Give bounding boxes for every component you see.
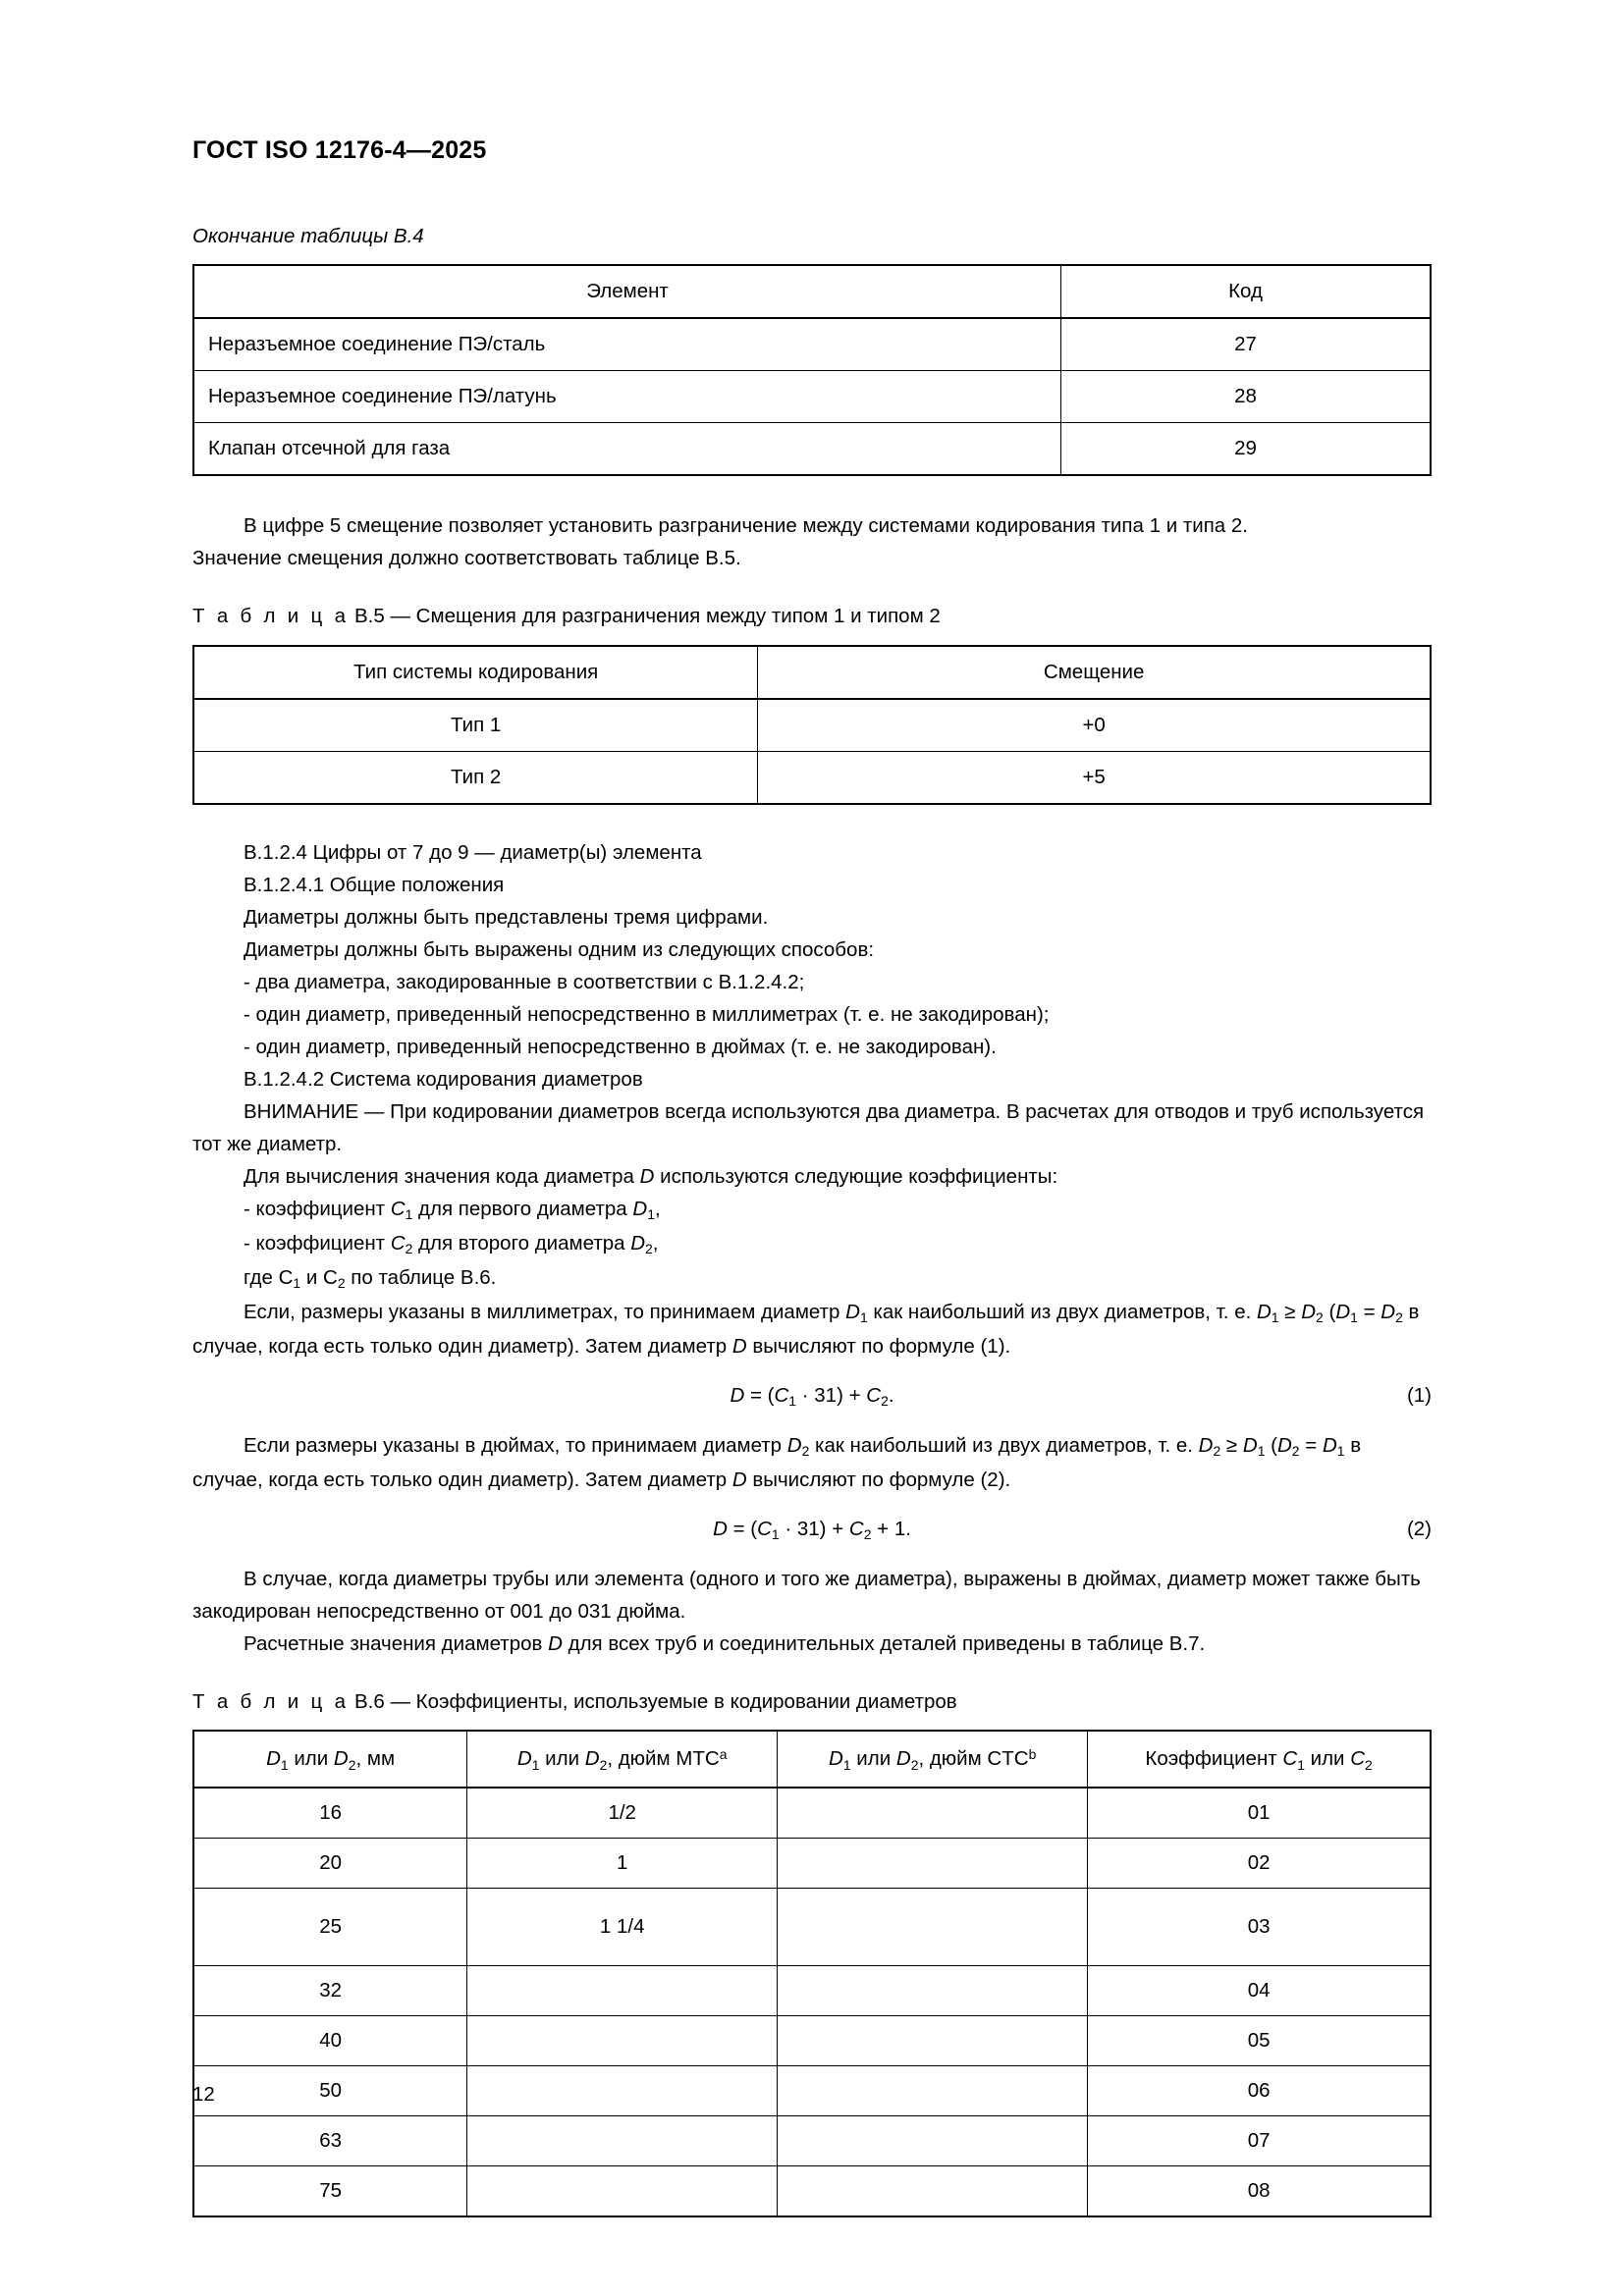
formula-1-expression: $D = (C_1 \cdot 31) + C_2$. bbox=[730, 1383, 894, 1410]
table-b5 bbox=[192, 645, 1432, 805]
table-row bbox=[193, 2116, 1431, 2166]
table-b6-cell-mtc bbox=[467, 2066, 778, 2116]
formula-2-number: (2) bbox=[1406, 1517, 1432, 1540]
table-b6-cell-coefficient: 02 bbox=[1088, 1839, 1431, 1889]
heading-b124: В.1.2.4 Цифры от 7 до 9 — диаметр(ы) элемента bbox=[244, 840, 702, 864]
table-b6-cell-mm: 16 bbox=[193, 1788, 467, 1839]
table-row-header bbox=[193, 646, 1431, 699]
table-b6-cell-ctc bbox=[778, 1966, 1088, 2016]
table-b5-cell-type: Тип 1 bbox=[193, 699, 758, 752]
table-b6-cell-coefficient: 07 bbox=[1088, 2116, 1431, 2166]
table-b6-cell-mm: 63 bbox=[193, 2116, 467, 2166]
table-row bbox=[193, 1966, 1431, 2016]
formula-2-row bbox=[192, 1518, 1432, 1541]
table-b4-cell-code: 27 bbox=[1061, 318, 1432, 371]
table-b4-cell-element: Клапан отсечной для газа bbox=[193, 423, 1061, 476]
table-b4-header-element: Элемент bbox=[193, 265, 1061, 318]
table-b6-cell-coefficient: 04 bbox=[1088, 1966, 1431, 2016]
table-b6-cell-coefficient: 06 bbox=[1088, 2066, 1431, 2116]
table-b6-cell-ctc bbox=[778, 1839, 1088, 1889]
table-b6-cell-mm: 75 bbox=[193, 2166, 467, 2217]
text-where-coefficients: где $С_1$ и $С_2$ по таблице В.6. bbox=[244, 1265, 497, 1292]
table-b6-cell-ctc bbox=[778, 2166, 1088, 2217]
table-b5-cell-type: Тип 2 bbox=[193, 751, 758, 804]
table-b5-caption bbox=[192, 604, 1432, 629]
table-b6-cell-mtc: 1/2 bbox=[467, 1788, 778, 1839]
table-b6-cell-coefficient: 01 bbox=[1088, 1788, 1431, 1839]
table-b6-caption bbox=[192, 1689, 1432, 1715]
text-reference-table-b7: Расчетные значения диаметров D для всех труб и соединительных деталей приведены в таблице В.7. bbox=[244, 1631, 1206, 1655]
formula-2-expression: $D = (C_1 \cdot 31) + C_2 + 1$. bbox=[713, 1517, 911, 1543]
paragraph-offset-line1: В цифре 5 смещение позволяет установить разграничение между системами кодирования типа 1 и типа 2. bbox=[244, 514, 1248, 538]
table-b5-caption-number: В.5 bbox=[354, 605, 385, 628]
table-b6-cell-mtc bbox=[467, 2166, 778, 2217]
table-b6-header-mtc: $D_1$ или $D_2$, дюйм MTC$^a$ bbox=[467, 1731, 778, 1788]
table-b6-caption-text: — Коэффициенты, используемые в кодировании диаметров bbox=[390, 1689, 957, 1713]
page-content bbox=[192, 137, 1432, 2217]
table-b6-cell-mm: 32 bbox=[193, 1966, 467, 2016]
table-b6-cell-ctc bbox=[778, 2016, 1088, 2066]
table-b4-cell-element: Неразъемное соединение ПЭ/латунь bbox=[193, 371, 1061, 423]
bullet-coefficient-c2: - коэффициент $C_2$ для второго диаметра $D_2$, bbox=[244, 1231, 659, 1257]
table-b6-cell-mtc bbox=[467, 2016, 778, 2066]
table-row bbox=[193, 423, 1431, 476]
formula-1-number: (1) bbox=[1406, 1383, 1432, 1407]
table-b5-caption-text: — Смещения для разграничения между типом 1 и типом 2 bbox=[390, 605, 941, 628]
text-coefficients-intro: Для вычисления значения кода диаметра D используются следующие коэффициенты: bbox=[244, 1164, 1058, 1188]
bullet-two-diameters-coded: - два диаметра, закодированные в соответствии с В.1.2.4.2; bbox=[244, 970, 805, 993]
page-number: 12 bbox=[192, 2083, 215, 2106]
table-row bbox=[193, 1839, 1431, 1889]
table-row bbox=[193, 751, 1431, 804]
table-row bbox=[193, 2166, 1431, 2217]
table-b6-cell-mm: 40 bbox=[193, 2016, 467, 2066]
text-ways: Диаметры должны быть выражены одним из следующих способов: bbox=[244, 937, 875, 961]
table-row bbox=[193, 371, 1431, 423]
table-b5-header-type: Тип системы кодирования bbox=[193, 646, 758, 699]
text-inch-rule: Если размеры указаны в дюймах, то принимаем диаметр $D_2$ как наибольший из двух диаметров, т. е. $D_2 \ge D_1$ ($D_2 = D_1$ в случае, когда есть только один диаметр). Затем диаметр D вычисляют по формуле (2). bbox=[192, 1433, 1362, 1491]
table-b6-caption-number: В.6 bbox=[354, 1689, 385, 1713]
table-b4-caption: Окончание таблицы В.4 bbox=[192, 224, 424, 247]
table-row bbox=[193, 318, 1431, 371]
table-row bbox=[193, 1889, 1431, 1966]
table-b6-header-coefficient: Коэффициент $C_1$ или $C_2$ bbox=[1088, 1731, 1431, 1788]
table-b6-cell-mm: 25 bbox=[193, 1889, 467, 1966]
table-b6-cell-coefficient: 05 bbox=[1088, 2016, 1431, 2066]
table-b6 bbox=[192, 1730, 1432, 2217]
table-b6-cell-mtc bbox=[467, 1966, 778, 2016]
heading-b1242: В.1.2.4.2 Система кодирования диаметров bbox=[244, 1067, 643, 1091]
table-row-header bbox=[193, 265, 1431, 318]
table-b6-cell-mm: 20 bbox=[193, 1839, 467, 1889]
table-b6-cell-ctc bbox=[778, 1788, 1088, 1839]
heading-b1241: В.1.2.4.1 Общие положения bbox=[244, 873, 505, 896]
table-b6-header-mm: $D_1$ или $D_2$, мм bbox=[193, 1731, 467, 1788]
table-b5-caption-label: Т а б л и ц а bbox=[192, 605, 350, 628]
table-b5-cell-offset: +5 bbox=[758, 751, 1431, 804]
table-b6-cell-ctc bbox=[778, 1889, 1088, 1966]
table-b6-header-ctc: $D_1$ или $D_2$, дюйм CTC$^b$ bbox=[778, 1731, 1088, 1788]
table-row bbox=[193, 2016, 1431, 2066]
table-row-header bbox=[193, 1731, 1431, 1788]
table-row bbox=[193, 2066, 1431, 2116]
table-b4-cell-code: 28 bbox=[1061, 371, 1432, 423]
bullet-one-diameter-mm: - один диаметр, приведенный непосредственно в миллиметрах (т. е. не закодирован); bbox=[244, 1002, 1050, 1026]
table-b4-cell-element: Неразъемное соединение ПЭ/сталь bbox=[193, 318, 1061, 371]
table-b6-cell-ctc bbox=[778, 2116, 1088, 2166]
table-b6-caption-label: Т а б л и ц а bbox=[192, 1689, 350, 1713]
table-b6-cell-coefficient: 08 bbox=[1088, 2166, 1431, 2217]
document-header-standard-number: ГОСТ ISO 12176-4—2025 bbox=[192, 136, 487, 164]
table-b4-header-code: Код bbox=[1061, 265, 1432, 318]
table-b6-cell-mtc: 1 bbox=[467, 1839, 778, 1889]
table-b6-cell-mtc: 1 1/4 bbox=[467, 1889, 778, 1966]
text-inch-direct-coding: В случае, когда диаметры трубы или элемента (одного и того же диаметра), выражены в дюймах, диаметр может также быть закодирован непосредственно от 001 до 031 дюйма. bbox=[192, 1567, 1421, 1623]
table-b4-cell-code: 29 bbox=[1061, 423, 1432, 476]
table-b6-cell-mtc bbox=[467, 2116, 778, 2166]
table-b5-cell-offset: +0 bbox=[758, 699, 1431, 752]
table-b6-cell-ctc bbox=[778, 2066, 1088, 2116]
table-b6-cell-mm: 50 bbox=[193, 2066, 467, 2116]
table-b5-header-offset: Смещение bbox=[758, 646, 1431, 699]
text-attention: ВНИМАНИЕ — При кодировании диаметров всегда используются два диаметра. В расчетах для отводов и труб используется тот же диаметр. bbox=[192, 1099, 1425, 1155]
table-row bbox=[193, 699, 1431, 752]
text-millimeter-rule: Если, размеры указаны в миллиметрах, то принимаем диаметр $D_1$ как наибольший из двух диаметров, т. е. $D_1 \ge D_2$ ($D_1 = D_2$ в случае, когда есть только один диаметр). Затем диаметр D вычисляют по формуле (1). bbox=[192, 1300, 1420, 1358]
paragraph-offset-line2: Значение смещения должно соответствовать таблице В.5. bbox=[192, 547, 741, 570]
text-three-digits: Диаметры должны быть представлены тремя цифрами. bbox=[244, 905, 769, 929]
table-b6-cell-coefficient: 03 bbox=[1088, 1889, 1431, 1966]
table-b4 bbox=[192, 264, 1432, 476]
bullet-coefficient-c1: - коэффициент $C_1$ для первого диаметра $D_1$, bbox=[244, 1197, 661, 1223]
formula-1-row bbox=[192, 1384, 1432, 1408]
table-row bbox=[193, 1788, 1431, 1839]
bullet-one-diameter-inch: - один диаметр, приведенный непосредственно в дюймах (т. е. не закодирован). bbox=[244, 1035, 997, 1058]
